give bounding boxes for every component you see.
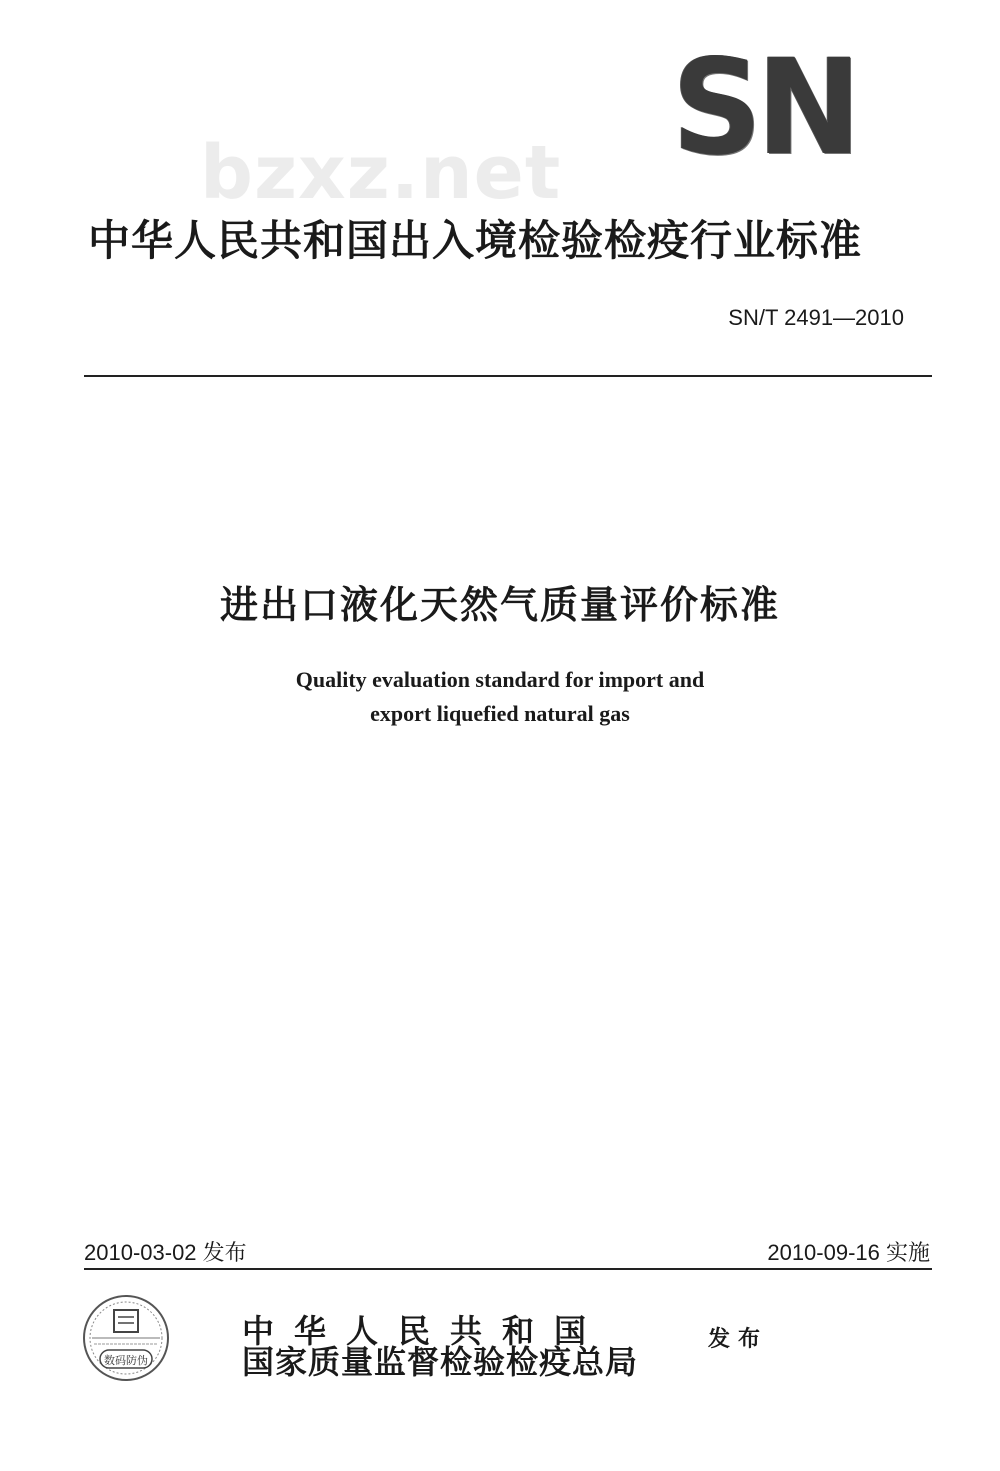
issuer-country: 中华人民共和国 <box>242 1312 607 1350</box>
issue-date: 2010-03-02 发布 <box>84 1240 247 1265</box>
standard-number: SN/T 2491—2010 <box>728 305 904 330</box>
document-title-english-line-2: export liquefied natural gas <box>370 701 630 726</box>
document-title-english-line-1: Quality evaluation standard for import and <box>295 667 705 692</box>
watermark: bzxz.net <box>200 130 562 216</box>
anti-counterfeit-seal-icon <box>78 1292 174 1388</box>
document-title-chinese: 进出口液化天然气质量评价标准 <box>219 583 780 627</box>
industry-standard-title: 中华人民共和国出入境检验检疫行业标准 <box>88 216 863 265</box>
top-divider <box>84 375 932 377</box>
seal-text: 数码防伪 <box>104 1354 148 1367</box>
sn-logo: SN <box>672 31 856 185</box>
bottom-divider <box>84 1268 932 1270</box>
implementation-date: 2010-09-16 实施 <box>767 1240 930 1265</box>
publish-label: 发布 <box>708 1327 769 1352</box>
issuer-agency: 国家质量监督检验检疫总局 <box>242 1343 639 1381</box>
